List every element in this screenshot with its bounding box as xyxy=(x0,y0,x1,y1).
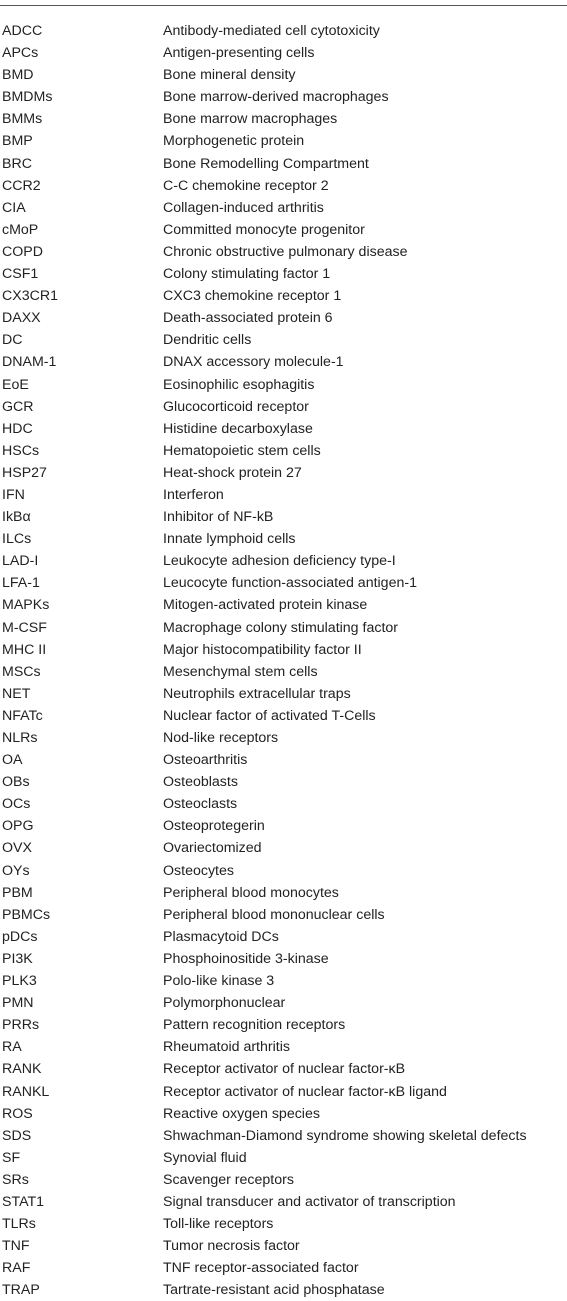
abbreviation-cell: cMoP xyxy=(2,221,39,238)
definition-cell: Tartrate-resistant acid phosphatase xyxy=(163,1282,385,1299)
abbreviation-cell: MAPKs xyxy=(2,597,50,614)
table-row xyxy=(0,285,567,307)
abbreviation-cell: BMDMs xyxy=(2,89,53,106)
table-row xyxy=(0,1081,567,1103)
abbreviation-cell: GCR xyxy=(2,398,34,415)
abbreviation-cell: ILCs xyxy=(2,531,32,548)
definition-cell: Colony stimulating factor 1 xyxy=(163,266,331,283)
abbreviation-cell: HSP27 xyxy=(2,464,47,481)
definition-cell: Heat-shock protein 27 xyxy=(163,464,302,481)
table-row xyxy=(0,175,567,197)
table-row xyxy=(0,418,567,440)
abbreviation-cell: OBs xyxy=(2,774,30,791)
table-row xyxy=(0,351,567,373)
definition-cell: Nuclear factor of activated T-Cells xyxy=(163,707,376,724)
definition-cell: Mitogen-activated protein kinase xyxy=(163,597,368,614)
table-row xyxy=(0,263,567,285)
table-row xyxy=(0,683,567,705)
definition-cell: Macrophage colony stimulating factor xyxy=(163,619,399,636)
definition-cell: Leukocyte adhesion deficiency type-I xyxy=(163,553,396,570)
table-row xyxy=(0,594,567,616)
table-row xyxy=(0,462,567,484)
abbreviation-cell: PLK3 xyxy=(2,973,37,990)
table-row xyxy=(0,241,567,263)
table-row xyxy=(0,727,567,749)
abbreviation-cell: NFATc xyxy=(2,707,43,724)
table-row xyxy=(0,1213,567,1235)
abbreviation-cell: SRs xyxy=(2,1171,29,1188)
abbreviation-cell: LAD-I xyxy=(2,553,39,570)
table-row xyxy=(0,970,567,992)
definition-cell: Glucocorticoid receptor xyxy=(163,398,309,415)
definition-cell: Antibody-mediated cell cytotoxicity xyxy=(163,23,380,39)
definition-cell: C-C chemokine receptor 2 xyxy=(163,177,329,194)
definition-cell: Peripheral blood mononuclear cells xyxy=(163,906,385,923)
table-top-rule xyxy=(0,5,567,6)
abbreviation-cell: PI3K xyxy=(2,950,33,967)
abbreviation-cell: OA xyxy=(2,752,23,769)
table-row xyxy=(0,396,567,418)
table-row xyxy=(0,20,567,42)
definition-cell: Pattern recognition receptors xyxy=(163,1017,346,1034)
table-row xyxy=(0,771,567,793)
definition-cell: Neutrophils extracellular traps xyxy=(163,685,351,702)
abbreviation-cell: DC xyxy=(2,332,23,349)
abbreviation-cell: STAT1 xyxy=(2,1193,45,1210)
table-row xyxy=(0,1125,567,1147)
table-row xyxy=(0,1103,567,1125)
abbreviation-cell: ROS xyxy=(2,1105,33,1122)
table-row xyxy=(0,661,567,683)
abbreviation-cell: RANK xyxy=(2,1061,42,1078)
table-row xyxy=(0,219,567,241)
abbreviation-cell: NLRs xyxy=(2,730,38,746)
definition-cell: Bone marrow macrophages xyxy=(163,111,338,128)
abbreviation-cell: OYs xyxy=(2,862,30,879)
definition-cell: Tumor necrosis factor xyxy=(163,1238,300,1255)
table-row xyxy=(0,639,567,661)
abbreviation-cell: OPG xyxy=(2,818,34,835)
table-row xyxy=(0,42,567,64)
table-row xyxy=(0,528,567,550)
abbreviation-cell: CX3CR1 xyxy=(2,288,58,305)
definition-cell: Rheumatoid arthritis xyxy=(163,1039,290,1056)
definition-cell: Bone mineral density xyxy=(163,67,296,84)
abbreviation-cell: IFN xyxy=(2,486,25,503)
table-row xyxy=(0,1058,567,1080)
definition-cell: Morphogenetic protein xyxy=(163,133,305,150)
definition-cell: Peripheral blood monocytes xyxy=(163,884,339,901)
abbreviations-table xyxy=(0,20,567,1301)
abbreviation-cell: MHC II xyxy=(2,641,47,658)
abbreviation-cell: PMN xyxy=(2,995,34,1012)
definition-cell: Innate lymphoid cells xyxy=(163,531,296,548)
abbreviation-cell: ADCC xyxy=(2,23,43,39)
table-row xyxy=(0,153,567,175)
table-row xyxy=(0,1257,567,1279)
abbreviation-cell: PRRs xyxy=(2,1017,40,1034)
definition-cell: Chronic obstructive pulmonary disease xyxy=(163,243,408,260)
abbreviation-cell: RA xyxy=(2,1039,22,1056)
definition-cell: Polymorphonuclear xyxy=(163,995,286,1012)
abbreviation-cell: BMMs xyxy=(2,111,43,128)
table-row xyxy=(0,440,567,462)
definition-cell: Hematopoietic stem cells xyxy=(163,442,321,459)
abbreviation-cell: SF xyxy=(2,1149,21,1166)
definition-cell: Osteoprotegerin xyxy=(163,818,265,835)
abbreviation-cell: DNAM-1 xyxy=(2,354,57,371)
definition-cell: DNAX accessory molecule-1 xyxy=(163,354,344,371)
definition-cell: Osteocytes xyxy=(163,862,234,879)
definition-cell: Inhibitor of NF-kB xyxy=(163,509,274,526)
abbreviation-cell: TNF xyxy=(2,1238,30,1255)
definition-cell: Synovial fluid xyxy=(163,1149,247,1166)
abbreviation-cell: TLRs xyxy=(2,1216,36,1233)
definition-cell: Leucocyte function-associated antigen-1 xyxy=(163,575,417,592)
table-row xyxy=(0,992,567,1014)
table-row xyxy=(0,130,567,152)
abbreviation-cell: BMD xyxy=(2,67,34,84)
table-row xyxy=(0,749,567,771)
definition-cell: Osteoclasts xyxy=(163,796,238,813)
table-row xyxy=(0,815,567,837)
definition-cell: Eosinophilic esophagitis xyxy=(163,376,315,393)
abbreviation-cell: MSCs xyxy=(2,663,41,680)
abbreviation-cell: M-CSF xyxy=(2,619,47,636)
abbreviation-cell: pDCs xyxy=(2,928,38,945)
definition-cell: Interferon xyxy=(163,486,224,503)
definition-cell: Bone Remodelling Compartment xyxy=(163,155,369,172)
table-row xyxy=(0,307,567,329)
definition-cell: Ovariectomized xyxy=(163,840,262,857)
table-row xyxy=(0,506,567,528)
table-row xyxy=(0,572,567,594)
abbreviation-cell: COPD xyxy=(2,243,43,260)
abbreviation-cell: PBMCs xyxy=(2,906,51,923)
table-row xyxy=(0,1235,567,1257)
table-row xyxy=(0,329,567,351)
definition-cell: Signal transducer and activator of transcription xyxy=(163,1193,456,1210)
abbreviation-cell: CIA xyxy=(2,199,26,216)
definition-cell: Receptor activator of nuclear factor-κB ligand xyxy=(163,1083,447,1100)
definition-cell: Major histocompatibility factor II xyxy=(163,641,362,658)
table-row xyxy=(0,882,567,904)
abbreviation-cell: TRAP xyxy=(2,1282,40,1299)
abbreviation-cell: EoE xyxy=(2,376,29,393)
table-row xyxy=(0,64,567,86)
table-row xyxy=(0,904,567,926)
definition-cell: Osteoblasts xyxy=(163,774,238,791)
definition-cell: Osteoarthritis xyxy=(163,752,248,769)
abbreviation-cell: RAF xyxy=(2,1260,31,1277)
table-row xyxy=(0,197,567,219)
abbreviation-cell: APCs xyxy=(2,45,39,62)
abbreviation-cell: OCs xyxy=(2,796,31,813)
abbreviation-cell: HSCs xyxy=(2,442,40,459)
definition-cell: Collagen-induced arthritis xyxy=(163,199,324,216)
definition-cell: Nod-like receptors xyxy=(163,730,279,746)
table-row xyxy=(0,550,567,572)
table-row xyxy=(0,837,567,859)
abbreviation-cell: RANKL xyxy=(2,1083,50,1100)
abbreviation-cell: BMP xyxy=(2,133,33,150)
definition-cell: Phosphoinositide 3-kinase xyxy=(163,950,329,967)
definition-cell: Dendritic cells xyxy=(163,332,252,349)
abbreviation-cell: BRC xyxy=(2,155,32,172)
table-row xyxy=(0,617,567,639)
table-row xyxy=(0,374,567,396)
abbreviation-cell: NET xyxy=(2,685,31,702)
table-row xyxy=(0,1191,567,1213)
table-row xyxy=(0,948,567,970)
definition-cell: Histidine decarboxylase xyxy=(163,420,313,437)
abbreviation-cell: HDC xyxy=(2,420,33,437)
abbreviation-cell: OVX xyxy=(2,840,32,857)
table-row xyxy=(0,705,567,727)
abbreviation-cell: CSF1 xyxy=(2,266,39,283)
definition-cell: CXC3 chemokine receptor 1 xyxy=(163,288,342,305)
table-row xyxy=(0,860,567,882)
definition-cell: Polo-like kinase 3 xyxy=(163,973,275,990)
definition-cell: Scavenger receptors xyxy=(163,1171,294,1188)
definition-cell: TNF receptor-associated factor xyxy=(163,1260,359,1277)
abbreviation-cell: IkBα xyxy=(2,509,31,526)
definition-cell: Death-associated protein 6 xyxy=(163,310,333,327)
table-row xyxy=(0,1169,567,1191)
abbreviation-cell: LFA-1 xyxy=(2,575,40,592)
table-row xyxy=(0,1147,567,1169)
definition-cell: Mesenchymal stem cells xyxy=(163,663,318,680)
abbreviation-cell: PBM xyxy=(2,884,33,901)
definition-cell: Bone marrow-derived macrophages xyxy=(163,89,389,106)
definition-cell: Shwachman-Diamond syndrome showing skeletal defects xyxy=(163,1127,527,1144)
table-row xyxy=(0,484,567,506)
definition-cell: Plasmacytoid DCs xyxy=(163,928,279,945)
abbreviation-cell: SDS xyxy=(2,1127,32,1144)
definition-cell: Receptor activator of nuclear factor-κB xyxy=(163,1061,406,1078)
abbreviation-cell: DAXX xyxy=(2,310,41,327)
definition-cell: Committed monocyte progenitor xyxy=(163,221,365,238)
table-row xyxy=(0,793,567,815)
definition-cell: Reactive oxygen species xyxy=(163,1105,320,1122)
definition-cell: Toll-like receptors xyxy=(163,1216,274,1233)
table-row xyxy=(0,1036,567,1058)
table-row xyxy=(0,108,567,130)
table-row xyxy=(0,86,567,108)
table-row xyxy=(0,1014,567,1036)
abbreviation-cell: CCR2 xyxy=(2,177,41,194)
definition-cell: Antigen-presenting cells xyxy=(163,45,315,62)
table-row xyxy=(0,926,567,948)
